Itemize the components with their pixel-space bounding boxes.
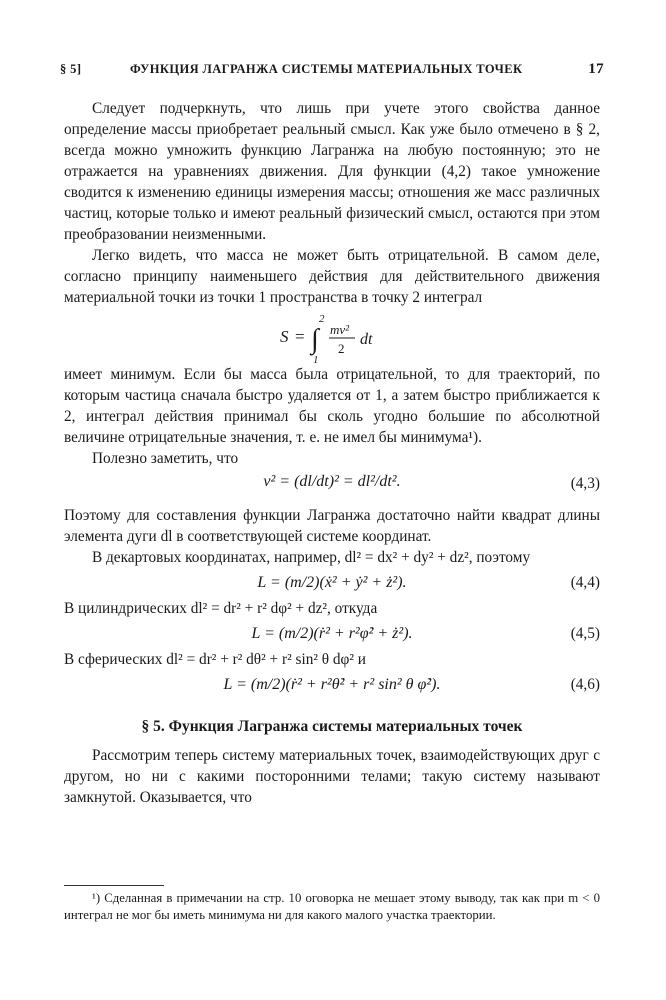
equation-4-6-body: L = (m/2)(ṙ² + r²θ̇² + r² sin² θ φ̇²).: [223, 676, 441, 693]
svg-text:mv²: mv²: [330, 322, 350, 337]
footnote-divider: [64, 885, 164, 886]
svg-text:2: 2: [338, 341, 345, 356]
equation-4-5-body: L = (m/2)(ṙ² + r²φ̇² + ż²).: [251, 625, 413, 642]
equation-4-6: [64, 670, 600, 704]
main-text: [64, 98, 600, 808]
equation-4-4-number: (4,4): [570, 574, 600, 591]
page-number: 17: [588, 61, 604, 77]
paragraph-3: имеет минимум. Если бы масса была отрицательной, то для траекторий, по которым частица сначала быстро удаляется от 1, а затем быстро приближается к 2, интеграл действия принимал бы сколь угодно большие по абсолютной величине отрицательные значения, т. е. не имел бы минимума¹).: [64, 366, 600, 446]
paragraph-9: Рассмотрим теперь систему материальных точек, взаимодействующих друг с другом, но ни с какими посторонними телами; такую систему называют замкнутой. Оказывается, что: [64, 747, 600, 806]
svg-text:=: =: [295, 327, 305, 346]
action-integral-equation: [64, 308, 600, 364]
equation-4-3-body: v² = (dl/dt)² = dl²/dt².: [263, 473, 401, 490]
paragraph-5: Поэтому для составления функции Лагранжа достаточно найти квадрат длины элемента дуги dl в соответствующей системе координат.: [64, 507, 600, 545]
equation-4-4-body: L = (m/2)(ẋ² + ẏ² + ż²).: [257, 574, 407, 591]
equation-4-5: [64, 619, 600, 649]
svg-text:dt: dt: [360, 331, 373, 348]
action-integral-graphic: [64, 308, 600, 364]
paragraph-7: В цилиндрических dl² = dr² + r² dφ² + dz², откуда: [64, 600, 378, 617]
paragraph-4: Полезно заметить, что: [92, 450, 239, 467]
footnote-text: ¹) Сделанная в примечании на стр. 10 оговорка не мешает этому выводу, так как при m < 0 интеграл не мог бы иметь минимума ни для какого малого участка траектории.: [64, 891, 600, 922]
svg-text:∫: ∫: [311, 324, 319, 355]
svg-text:2: 2: [319, 313, 325, 325]
running-head: [60, 62, 604, 82]
svg-text:1: 1: [313, 354, 319, 364]
paragraph-6: В декартовых координатах, например, dl² = dx² + dy² + dz², поэтому: [92, 549, 531, 566]
equation-4-3-number: (4,3): [570, 475, 600, 492]
equation-4-3: [64, 469, 600, 505]
section-heading: § 5. Функция Лагранжа системы материальных точек: [141, 718, 523, 735]
paragraph-2: Легко видеть, что масса не может быть отрицательной. В самом деле, согласно принципу наименьшего действия для действительного движения материальной точки из точки 1 пространства в точку 2 интеграл: [64, 247, 600, 306]
running-head-section: § 5]: [60, 62, 82, 76]
paragraph-8: В сферических dl² = dr² + r² dθ² + r² sin² θ dφ² и: [64, 651, 366, 668]
paragraph-1: Следует подчеркнуть, что лишь при учете этого свойства данное определение массы приобретает реальный смысл. Как уже было отмечено в § 2, всегда можно умножить функцию Лагранжа на любую постоянную; это не отражается на уравнениях движения. Для функции (4,2) такое умножение сводится к изменению единицы измерения массы; отношения же масс различных частиц, которые только и имеют реальный физический смысл, остаются при этом преобразовании неизменными.: [64, 100, 600, 243]
equation-4-6-number: (4,6): [570, 676, 600, 693]
equation-4-4: [64, 568, 600, 598]
svg-text:S: S: [280, 327, 289, 346]
equation-4-5-number: (4,5): [570, 625, 600, 642]
footnote: [64, 890, 600, 924]
running-head-title: ФУНКЦИЯ ЛАГРАНЖА СИСТЕМЫ МАТЕРИАЛЬНЫХ ТОЧЕК: [130, 62, 523, 76]
